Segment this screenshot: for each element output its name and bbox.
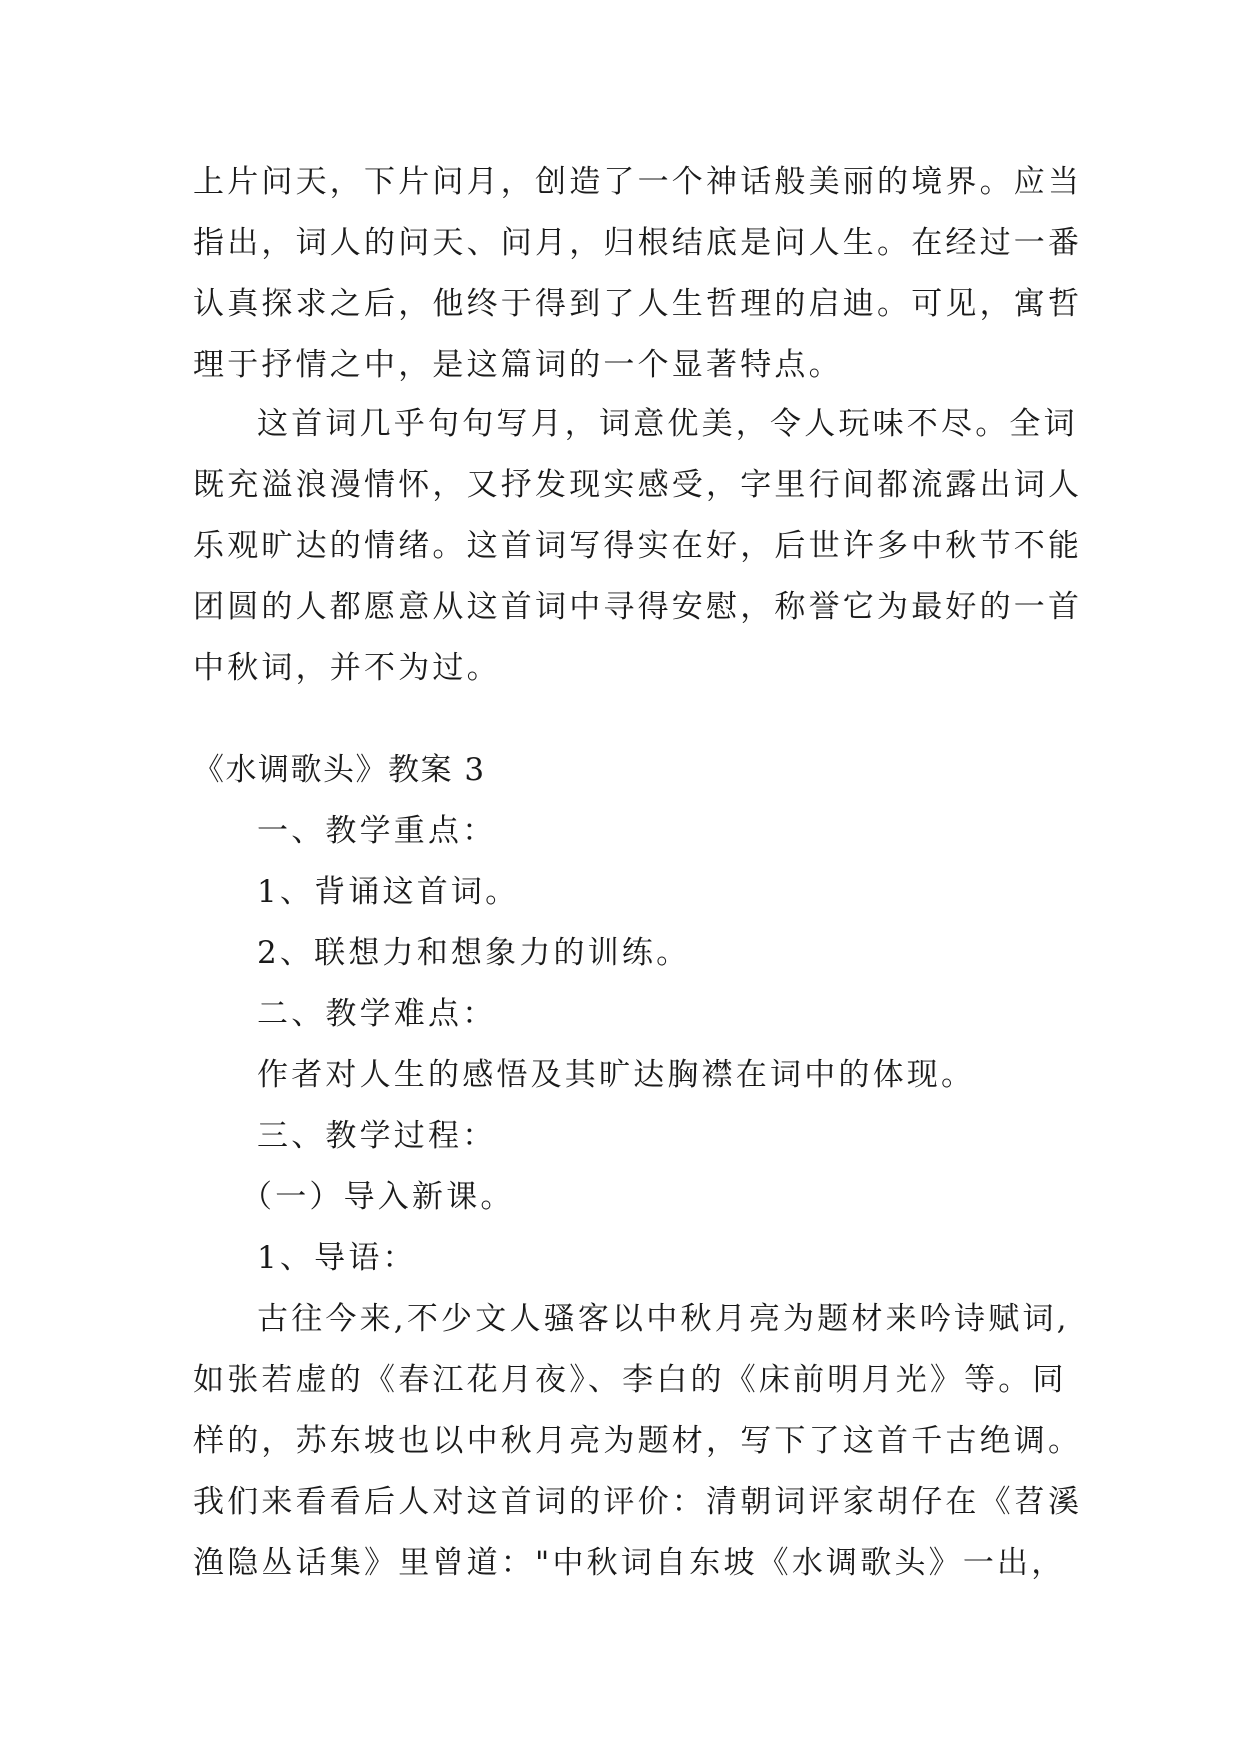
section-line: 作者对人生的感悟及其旷达胸襟在词中的体现。: [257, 1057, 976, 1093]
paragraph-line: 指出，词人的问天、问月，归根结底是问人生。在经过一番: [193, 225, 1083, 261]
section-line: （一）导入新课。: [241, 1179, 515, 1215]
section-line: 一、教学重点：: [257, 813, 497, 849]
section-lesson-plan: [193, 740, 1073, 1289]
paragraph-line: 上片问天，下片问月，创造了一个神话般美丽的境界。应当: [193, 164, 1083, 200]
section-line: 1、背诵这首词。: [257, 874, 520, 910]
section-line: 2、联想力和想象力的训练。: [257, 935, 691, 971]
paragraph-line: 乐观旷达的情绪。这首词写得实在好，后世许多中秋节不能: [193, 528, 1083, 564]
paragraph-line: 既充溢浪漫情怀，又抒发现实感受，字里行间都流露出词人: [193, 467, 1083, 503]
paragraph-line: 样的，苏东坡也以中秋月亮为题材，写下了这首千古绝调。: [193, 1423, 1083, 1459]
paragraph-line: 认真探求之后，他终于得到了人生哲理的启迪。可见，寓哲: [193, 286, 1083, 322]
paragraph-line: 这首词几乎句句写月，词意优美，令人玩味不尽。全词: [257, 406, 1078, 442]
paragraph-line: 渔隐丛话集》里曾道："中秋词自东坡《水调歌头》一出，: [193, 1545, 1066, 1581]
paragraph-line: 中秋词，并不为过。: [193, 650, 501, 686]
paragraph-line: 理于抒情之中，是这篇词的一个显著特点。: [193, 347, 843, 383]
paragraph-line: 古往今来,不少文人骚客以中秋月亮为题材来吟诗赋词,: [257, 1301, 1070, 1337]
section-line: 二、教学难点：: [257, 996, 497, 1032]
paragraph-line: 如张若虚的《春江花月夜》、李白的《床前明月光》等。同: [193, 1362, 1067, 1398]
paragraph-line: 我们来看看后人对这首词的评价：清朝词评家胡仔在《苕溪: [193, 1484, 1083, 1520]
section-title: 《水调歌头》教案 3: [193, 752, 486, 788]
paragraph-2: [193, 394, 1083, 699]
paragraph-1: [193, 152, 1083, 396]
paragraph-3: [193, 1289, 1083, 1594]
section-line: 1、导语：: [257, 1240, 417, 1276]
paragraph-line: 团圆的人都愿意从这首词中寻得安慰，称誉它为最好的一首: [193, 589, 1083, 625]
section-line: 三、教学过程：: [257, 1118, 497, 1154]
